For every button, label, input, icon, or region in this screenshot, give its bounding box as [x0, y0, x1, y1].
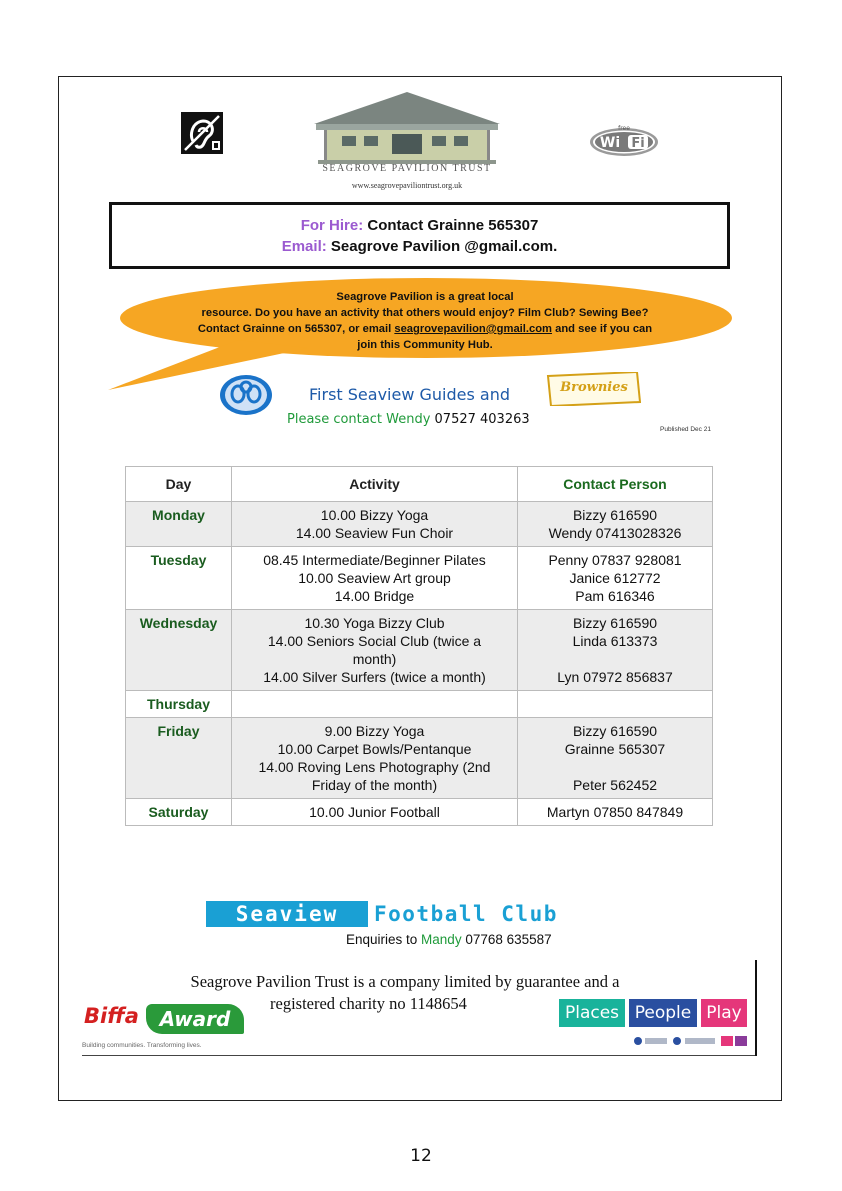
brownies-label: Brownies [560, 380, 628, 395]
ppp-play: Play [701, 999, 747, 1027]
day-cell: Wednesday [126, 610, 232, 691]
contact-cell [518, 691, 713, 718]
bubble-text: Contact Grainne on 565307, or email [197, 323, 395, 335]
activity-schedule-table [125, 466, 713, 826]
page-number: 12 [410, 1146, 432, 1166]
table-row [126, 691, 713, 718]
bubble-line: join this Community Hub. [357, 339, 493, 351]
contact-name: Wendy [386, 412, 431, 427]
bubble-text: and see if you can [552, 323, 653, 335]
activity-cell: 10.30 Yoga Bizzy Club 14.00 Seniors Social Club (twice a month) 14.00 Silver Surfers (twice a month) [232, 610, 518, 691]
football-enquiries [346, 932, 552, 947]
community-hub-message [160, 289, 690, 353]
football-logo-club: Football Club [374, 902, 558, 926]
header-activity: Activity [232, 467, 518, 502]
contact-cell: Martyn 07850 847849 [518, 799, 713, 826]
day-cell: Friday [126, 718, 232, 799]
published-date: Published Dec 21 [660, 426, 711, 433]
enquiry-phone: 07768 635587 [461, 932, 552, 947]
biffa-logo-text: Biffa [84, 1004, 139, 1028]
table-row [126, 547, 713, 610]
biffa-tagline: Building communities. Transforming lives. [82, 1042, 202, 1049]
email-value[interactable]: Seagrove Pavilion @gmail.com. [326, 238, 558, 255]
contact-cell: Bizzy 616590 Grainne 565307 Peter 562452 [518, 718, 713, 799]
hire-contact-box [109, 202, 730, 269]
table-row [126, 502, 713, 547]
guides-trefoil-icon [219, 374, 273, 416]
contact-cell: Bizzy 616590 Linda 613373 Lyn 07972 856837 [518, 610, 713, 691]
header-day: Day [126, 467, 232, 502]
guides-contact [287, 412, 530, 427]
header-contact: Contact Person [518, 467, 713, 502]
charity-statement-line2: registered charity no 1148654 [270, 994, 467, 1013]
day-cell: Tuesday [126, 547, 232, 610]
contact-cell: Penny 07837 928081 Janice 612772 Pam 616346 [518, 547, 713, 610]
for-hire-label: For Hire: [300, 217, 364, 234]
charity-statement-line1: Seagrove Pavilion Trust is a company limited by guarantee and a [190, 972, 620, 991]
table-row [126, 799, 713, 826]
logo-name: SEAGROVE PAVILION TRUST [322, 163, 492, 174]
contact-prefix: Please contact [287, 412, 387, 427]
svg-text:Wi: Wi [599, 135, 621, 151]
biffa-award-logo: Award [146, 1004, 244, 1034]
enquiry-prefix: Enquiries to [346, 932, 422, 947]
hire-line [112, 215, 727, 236]
activity-cell: 9.00 Bizzy Yoga 10.00 Carpet Bowls/Pentanque 14.00 Roving Lens Photography (2nd Friday of the month) [232, 718, 518, 799]
logo-url[interactable]: www.seagrovepaviliontrust.org.uk [351, 181, 463, 190]
contact-phone: 07527 403263 [430, 412, 530, 427]
ppp-places: Places [559, 999, 625, 1027]
enquiry-name: Mandy [421, 932, 462, 947]
footer-divider-horizontal [82, 1055, 755, 1056]
hearing-loop-icon [181, 112, 223, 154]
activity-cell: 08.45 Intermediate/Beginner Pilates 10.00 Seaview Art group 14.00 Bridge [232, 547, 518, 610]
activity-cell: 10.00 Bizzy Yoga 14.00 Seaview Fun Choir [232, 502, 518, 547]
svg-text:Fi: Fi [631, 136, 645, 151]
free-wifi-icon [588, 122, 660, 158]
email-label: Email: [281, 238, 327, 255]
table-row [126, 610, 713, 691]
svg-text:free: free [618, 125, 630, 132]
bubble-line: Seagrove Pavilion is a great local [336, 291, 514, 303]
for-hire-value: Contact Grainne 565307 [363, 217, 539, 234]
pavilion-logo [302, 88, 512, 196]
footer-divider-vertical [755, 960, 757, 1056]
activity-cell [232, 691, 518, 718]
email-line [112, 236, 727, 257]
day-cell: Monday [126, 502, 232, 547]
bubble-line: resource. Do you have an activity that others would enjoy? Film Club? Sewing Bee? [201, 307, 649, 319]
bubble-email-link[interactable]: seagrovepavilion@gmail.com [394, 323, 553, 335]
table-header-row [126, 467, 713, 502]
ppp-people: People [629, 999, 697, 1027]
football-logo-seaview: Seaview [206, 901, 368, 927]
bubble-line [160, 321, 690, 337]
guides-title: First Seaview Guides and [309, 385, 510, 404]
table-row [126, 718, 713, 799]
funder-logos-icon [633, 1034, 748, 1048]
day-cell: Thursday [126, 691, 232, 718]
day-cell: Saturday [126, 799, 232, 826]
activity-cell: 10.00 Junior Football [232, 799, 518, 826]
contact-cell: Bizzy 616590 Wendy 07413028326 [518, 502, 713, 547]
